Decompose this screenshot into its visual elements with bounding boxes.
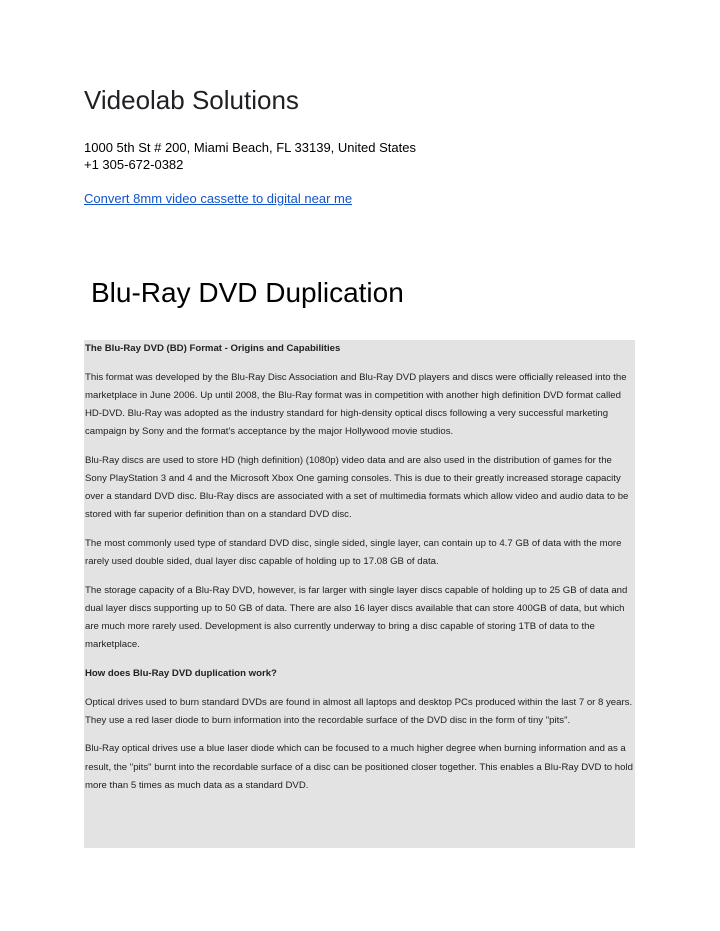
article-paragraph: The most commonly used type of standard DVD disc, single sided, single layer, can contain up to 4.7 GB of data with the more rarely used double sided, dual layer disc capable of holding up to 17.08 GB of data. <box>85 538 622 568</box>
article-paragraph: The storage capacity of a Blu-Ray DVD, however, is far larger with single layer discs capable of holding up to 25 GB of data and dual layer discs supporting up to 50 GB of data. There are also 16 layer discs available that can store 400GB of data, but which are much more rarely used. Development is also currently underway to bring a disc capable of storing 1TB of data to the marketplace. <box>85 584 628 651</box>
article-paragraph: Blu-Ray optical drives use a blue laser diode which can be focused to a much higher degree when burning information and as a result, the "pits" burnt into the recordable surface of a disc can be positioned closer together. This enables a Blu-Ray DVD to hold more than 5 times as much data as a standard DVD. <box>85 743 633 791</box>
article-content <box>84 340 635 848</box>
convert-8mm-link[interactable]: Convert 8mm video cassette to digital near me <box>84 191 353 206</box>
article-heading-format: The Blu-Ray DVD (BD) Format - Origins and Capabilities <box>85 343 341 354</box>
article-paragraph: This format was developed by the Blu-Ray Disc Association and Blu-Ray DVD players and discs were officially released into the marketplace in June 2006. Up until 2008, the Blu-Ray format was in competition with another high definition DVD format called HD-DVD. Blu-Ray was adopted as the industry standard for high-density optical discs following a very successful marketing campaign by Sony and the format's acceptance by the major Hollywood movie studios. <box>85 371 627 438</box>
article-paragraph: Blu-Ray discs are used to store HD (high definition) (1080p) video data and are also used in the distribution of games for the Sony PlayStation 3 and 4 and the Microsoft Xbox One gaming consoles. This is due to their greatly increased storage capacity over a standard DVD disc. Blu-Ray discs are associated with a set of multimedia formats which allow video and audio data to be stored with far superior definition than on a standard DVD disc. <box>85 454 629 521</box>
article-paragraph: Optical drives used to burn standard DVDs are found in almost all laptops and desktop PCs produced within the last 7 or 8 years. They use a red laser diode to burn information into the recordable surface of the DVD disc in the form of tiny "pits". <box>85 696 633 726</box>
section-title: Blu-Ray DVD Duplication <box>91 277 404 308</box>
company-address: 1000 5th St # 200, Miami Beach, FL 33139, United States <box>84 140 416 155</box>
company-name: Videolab Solutions <box>84 85 299 115</box>
company-phone: +1 305-672-0382 <box>84 157 184 172</box>
article-heading-duplication: How does Blu-Ray DVD duplication work? <box>85 668 277 679</box>
